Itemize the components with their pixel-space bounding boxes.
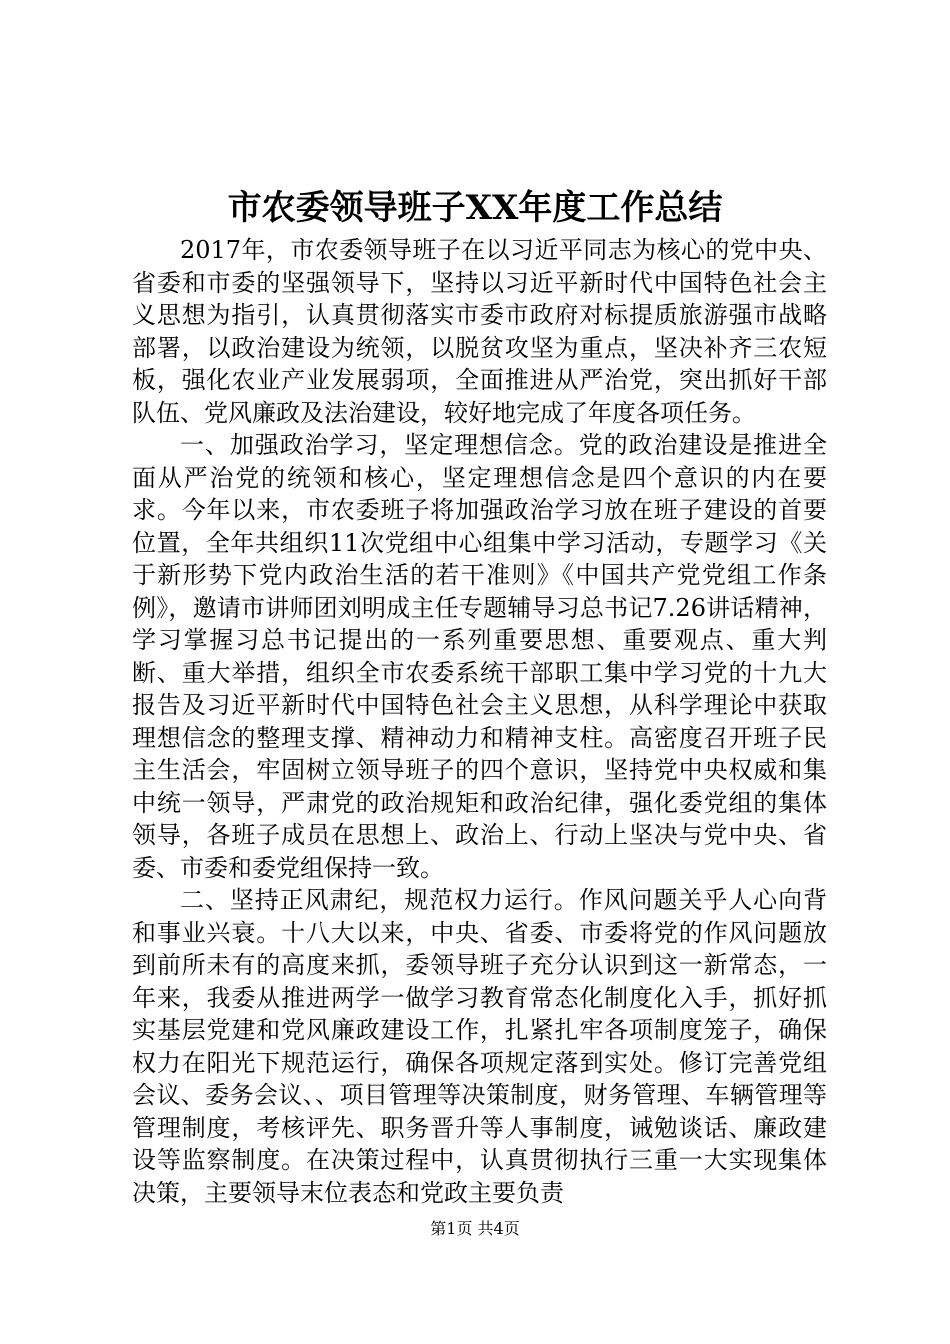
page-number-footer: 第1页 共4页 (430, 1219, 520, 1238)
document-body (132, 234, 827, 1209)
section-two-paragraph: 二、坚持正风肃纪，规范权力运行。作风问题关乎人心向背和事业兴衰。十八大以来，中央、省委、市委将党的作风问题放到前所未有的高度来抓，委领导班子充分认识到这一新常态，一年来，我委从推进两学一做学习教育常态化制度化入手，抓好抓实基层党建和党风廉政建设工作，扎紧扎牢各项制度笼子，确保权力在阳光下规范运行，确保各项规定落到实处。修订完善党组会议、委务会议、、项目管理等决策制度，财务管理、车辆管理等管理制度，考核评先、职务晋升等人事制度，诫勉谈话、廉政建设等监察制度。在决策过程中，认真贯彻执行三重一大实现集体决策，主要领导末位表态和党政主要负责 (132, 886, 827, 1207)
document-title: 市农委领导班子XX年度工作总结 (227, 188, 723, 228)
section-one-paragraph: 一、加强政治学习，坚定理想信念。党的政治建设是推进全面从严治党的统领和核心，坚定理想信念是四个意识的内在要求。今年以来，市农委班子将加强政治学习放在班子建设的首要位置，全年共组织11次党组中心组集中学习活动，专题学习《关于新形势下党内政治生活的若干准则》《中国共产党党组工作条例》，邀请市讲师团刘明成主任专题辅导习总书记7.26讲话精神，学习掌握习总书记提出的一系列重要思想、重要观点、重大判断、重大举措，组织全市农委系统干部职工集中学习党的十九大报告及习近平新时代中国特色社会主义思想，从科学理论中获取理想信念的整理支撑、精神动力和精神支柱。高密度召开班子民主生活会，牢固树立领导班子的四个意识，坚持党中央权威和集中统一领导，严肃党的政治规矩和政治纪律，强化委党组的集体领导，各班子成员在思想上、政治上、行动上坚决与党中央、省委、市委和委党组保持一致。 (132, 431, 827, 882)
intro-paragraph: 2017年，市农委领导班子在以习近平同志为核心的党中央、省委和市委的坚强领导下，坚持以习近平新时代中国特色社会主义思想为指引，认真贯彻落实市委市政府对标提质旅游强市战略部署，以政治建设为统领，以脱贫攻坚为重点，坚决补齐三农短板，强化农业产业发展弱项，全面推进从严治党，突出抓好干部队伍、党风廉政及法治建设，较好地完成了年度各项任务。 (132, 236, 827, 427)
